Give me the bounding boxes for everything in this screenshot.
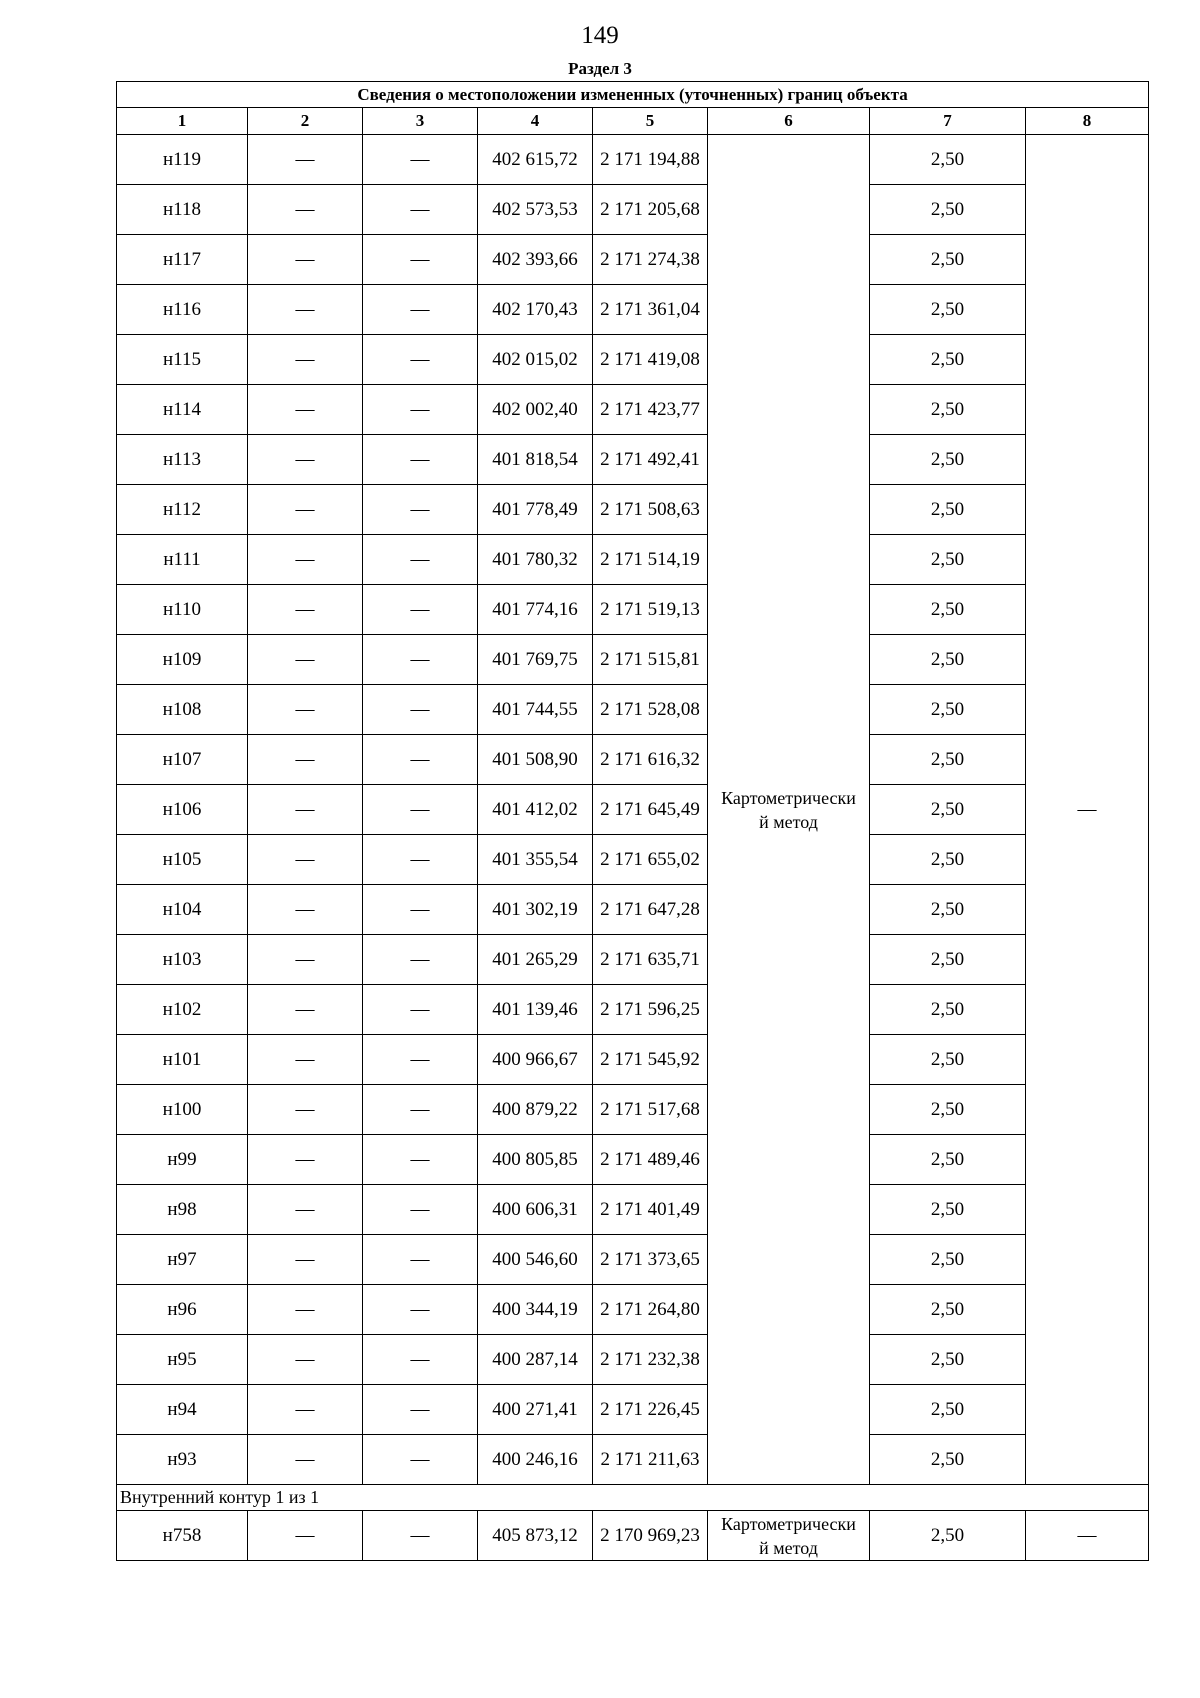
coordinate-cell: 402 170,43 — [478, 285, 593, 335]
dash-cell: — — [363, 1335, 478, 1385]
coordinate-cell: 401 302,19 — [478, 885, 593, 935]
point-name-cell: н99 — [117, 1135, 248, 1185]
accuracy-cell: 2,50 — [870, 285, 1026, 335]
dash-cell: — — [363, 885, 478, 935]
table-row — [117, 135, 1149, 185]
point-name-cell: н93 — [117, 1435, 248, 1485]
coordinate-cell: 2 171 401,49 — [593, 1185, 708, 1235]
column-number: 4 — [478, 108, 593, 135]
accuracy-cell: 2,50 — [870, 335, 1026, 385]
point-name-cell: н110 — [117, 585, 248, 635]
boundary-coordinates-table — [116, 81, 1149, 1561]
accuracy-cell: 2,50 — [870, 1035, 1026, 1085]
dash-cell: — — [248, 235, 363, 285]
coordinate-cell: 2 171 205,68 — [593, 185, 708, 235]
table-row — [117, 1235, 1149, 1285]
column-number: 6 — [708, 108, 870, 135]
point-name-cell: н102 — [117, 985, 248, 1035]
accuracy-cell: 2,50 — [870, 235, 1026, 285]
dash-cell: — — [363, 935, 478, 985]
dash-cell: — — [248, 685, 363, 735]
point-name-cell: н94 — [117, 1385, 248, 1435]
dash-cell: — — [363, 1035, 478, 1085]
table-row — [117, 835, 1149, 885]
coordinate-cell: 401 265,29 — [478, 935, 593, 985]
accuracy-cell: 2,50 — [870, 985, 1026, 1035]
coordinate-cell: 400 879,22 — [478, 1085, 593, 1135]
coordinate-cell: 401 744,55 — [478, 685, 593, 735]
coordinate-cell: 2 171 635,71 — [593, 935, 708, 985]
dash-cell: — — [363, 685, 478, 735]
coordinate-cell: 401 355,54 — [478, 835, 593, 885]
table-row — [117, 685, 1149, 735]
coordinate-cell: 401 139,46 — [478, 985, 593, 1035]
point-name-cell: н109 — [117, 635, 248, 685]
coordinate-cell: 2 171 517,68 — [593, 1085, 708, 1135]
accuracy-cell: 2,50 — [870, 1511, 1026, 1561]
accuracy-cell: 2,50 — [870, 1235, 1026, 1285]
coordinate-cell: 400 606,31 — [478, 1185, 593, 1235]
point-name-cell: н106 — [117, 785, 248, 835]
table-row — [117, 1185, 1149, 1235]
column-number: 8 — [1026, 108, 1149, 135]
inner-contour-row — [117, 1485, 1149, 1511]
table-row — [117, 735, 1149, 785]
coordinate-cell: 2 171 508,63 — [593, 485, 708, 535]
table-row — [117, 235, 1149, 285]
column-number: 7 — [870, 108, 1026, 135]
point-name-cell: н100 — [117, 1085, 248, 1135]
coordinate-cell: 400 546,60 — [478, 1235, 593, 1285]
coordinate-cell: 401 774,16 — [478, 585, 593, 635]
dash-cell: — — [248, 1235, 363, 1285]
dash-cell: — — [363, 335, 478, 385]
coordinate-cell: 401 769,75 — [478, 635, 593, 685]
table-row — [117, 985, 1149, 1035]
coordinate-cell: 402 393,66 — [478, 235, 593, 285]
table-row — [117, 435, 1149, 485]
point-name-cell: н107 — [117, 735, 248, 785]
dash-cell: — — [248, 785, 363, 835]
method-text-line: Картометрически — [721, 1513, 856, 1534]
coordinate-cell: 400 246,16 — [478, 1435, 593, 1485]
column-number: 1 — [117, 108, 248, 135]
dash-cell: — — [363, 835, 478, 885]
table-row — [117, 935, 1149, 985]
accuracy-cell: 2,50 — [870, 535, 1026, 585]
dash-cell: — — [248, 635, 363, 685]
dash-cell: — — [363, 785, 478, 835]
dash-cell: — — [248, 1435, 363, 1485]
dash-cell: — — [363, 1435, 478, 1485]
point-name-cell: н119 — [117, 135, 248, 185]
accuracy-cell: 2,50 — [870, 1435, 1026, 1485]
table-row — [117, 335, 1149, 385]
accuracy-cell: 2,50 — [870, 1085, 1026, 1135]
dash-cell: — — [363, 1235, 478, 1285]
coordinate-cell: 400 966,67 — [478, 1035, 593, 1085]
accuracy-cell: 2,50 — [870, 135, 1026, 185]
dash-cell: — — [248, 1085, 363, 1135]
accuracy-cell: 2,50 — [870, 635, 1026, 685]
dash-cell: — — [363, 1185, 478, 1235]
accuracy-cell: 2,50 — [870, 1385, 1026, 1435]
dash-cell: — — [248, 985, 363, 1035]
dash-cell: — — [248, 1335, 363, 1385]
dash-cell: — — [363, 1511, 478, 1561]
table-row — [117, 1335, 1149, 1385]
dash-cell: — — [248, 435, 363, 485]
point-name-cell: н104 — [117, 885, 248, 935]
accuracy-cell: 2,50 — [870, 785, 1026, 835]
dash-cell: — — [363, 235, 478, 285]
dash-cell: — — [363, 1285, 478, 1335]
column8-merged-cell: — — [1026, 135, 1149, 1485]
dash-cell: — — [363, 585, 478, 635]
method-text-line: й метод — [759, 1537, 818, 1558]
table-row — [117, 1511, 1149, 1561]
accuracy-cell: 2,50 — [870, 585, 1026, 635]
dash-cell: — — [248, 135, 363, 185]
coordinate-cell: 2 170 969,23 — [593, 1511, 708, 1561]
coordinate-cell: 2 171 492,41 — [593, 435, 708, 485]
coordinate-cell: 401 780,32 — [478, 535, 593, 585]
table-row — [117, 1035, 1149, 1085]
table-row — [117, 185, 1149, 235]
point-name-cell: н117 — [117, 235, 248, 285]
accuracy-cell: 2,50 — [870, 935, 1026, 985]
dash-cell: — — [248, 1185, 363, 1235]
method-text-line: Картометрически — [721, 787, 856, 808]
dash-cell: — — [248, 385, 363, 435]
point-name-cell: н113 — [117, 435, 248, 485]
accuracy-cell: 2,50 — [870, 385, 1026, 435]
coordinate-cell: 401 778,49 — [478, 485, 593, 535]
coordinate-cell: 2 171 423,77 — [593, 385, 708, 435]
point-name-cell: н98 — [117, 1185, 248, 1235]
method-text-line: й метод — [759, 811, 818, 832]
inner-contour-label: Внутренний контур 1 из 1 — [117, 1485, 1149, 1511]
point-name-cell: н114 — [117, 385, 248, 435]
table-row — [117, 1085, 1149, 1135]
point-name-cell: н116 — [117, 285, 248, 335]
dash-cell: — — [363, 735, 478, 785]
point-name-cell: н112 — [117, 485, 248, 535]
accuracy-cell: 2,50 — [870, 685, 1026, 735]
section-title: Раздел 3 — [568, 59, 632, 78]
accuracy-cell: 2,50 — [870, 1185, 1026, 1235]
page-number: 149 — [581, 22, 619, 49]
dash-cell: — — [363, 135, 478, 185]
table-row — [117, 535, 1149, 585]
coordinate-cell: 2 171 596,25 — [593, 985, 708, 1035]
table-row — [117, 1435, 1149, 1485]
coordinate-cell: 2 171 211,63 — [593, 1435, 708, 1485]
column-number-row — [117, 108, 1149, 135]
point-name-cell: н101 — [117, 1035, 248, 1085]
dash-cell: — — [363, 485, 478, 535]
method-merged-cell — [708, 135, 870, 1485]
dash-cell: — — [363, 435, 478, 485]
table-row — [117, 885, 1149, 935]
dash-cell: — — [248, 1385, 363, 1435]
dash-cell: — — [248, 535, 363, 585]
accuracy-cell: 2,50 — [870, 885, 1026, 935]
coordinate-cell: 2 171 616,32 — [593, 735, 708, 785]
coordinate-cell: 400 805,85 — [478, 1135, 593, 1185]
point-name-cell: н103 — [117, 935, 248, 985]
coordinate-cell: 401 818,54 — [478, 435, 593, 485]
coordinate-cell: 2 171 545,92 — [593, 1035, 708, 1085]
table-row — [117, 1285, 1149, 1335]
dash-cell: — — [1026, 1511, 1149, 1561]
dash-cell: — — [248, 935, 363, 985]
table-row — [117, 635, 1149, 685]
coordinate-cell: 2 171 264,80 — [593, 1285, 708, 1335]
coordinate-cell: 2 171 361,04 — [593, 285, 708, 335]
coordinate-cell: 405 873,12 — [478, 1511, 593, 1561]
dash-cell: — — [248, 885, 363, 935]
point-name-cell: н118 — [117, 185, 248, 235]
coordinate-cell: 402 615,72 — [478, 135, 593, 185]
accuracy-cell: 2,50 — [870, 835, 1026, 885]
dash-cell: — — [363, 985, 478, 1035]
table-row — [117, 785, 1149, 835]
point-name-cell: н108 — [117, 685, 248, 735]
dash-cell: — — [363, 185, 478, 235]
accuracy-cell: 2,50 — [870, 185, 1026, 235]
column-number: 3 — [363, 108, 478, 135]
table-row — [117, 585, 1149, 635]
dash-cell: — — [363, 535, 478, 585]
coordinate-cell: 2 171 655,02 — [593, 835, 708, 885]
dash-cell: — — [248, 735, 363, 785]
method-cell — [708, 1511, 870, 1561]
coordinate-cell: 402 002,40 — [478, 385, 593, 435]
coordinate-cell: 2 171 515,81 — [593, 635, 708, 685]
point-name-cell: н758 — [117, 1511, 248, 1561]
dash-cell: — — [248, 835, 363, 885]
point-name-cell: н105 — [117, 835, 248, 885]
point-name-cell: н111 — [117, 535, 248, 585]
point-name-cell: н95 — [117, 1335, 248, 1385]
dash-cell: — — [248, 1135, 363, 1185]
coordinate-cell: 400 344,19 — [478, 1285, 593, 1335]
dash-cell: — — [248, 485, 363, 535]
accuracy-cell: 2,50 — [870, 1285, 1026, 1335]
table-caption: Сведения о местоположении измененных (уточненных) границ объекта — [117, 82, 1149, 108]
coordinate-cell: 2 171 645,49 — [593, 785, 708, 835]
coordinate-cell: 2 171 232,38 — [593, 1335, 708, 1385]
coordinate-cell: 401 412,02 — [478, 785, 593, 835]
dash-cell: — — [363, 385, 478, 435]
coordinate-cell: 2 171 647,28 — [593, 885, 708, 935]
accuracy-cell: 2,50 — [870, 435, 1026, 485]
dash-cell: — — [248, 1285, 363, 1335]
coordinate-cell: 2 171 514,19 — [593, 535, 708, 585]
coordinate-cell: 400 287,14 — [478, 1335, 593, 1385]
coordinate-cell: 2 171 528,08 — [593, 685, 708, 735]
coordinate-cell: 402 573,53 — [478, 185, 593, 235]
point-name-cell: н97 — [117, 1235, 248, 1285]
accuracy-cell: 2,50 — [870, 485, 1026, 535]
column-number: 2 — [248, 108, 363, 135]
accuracy-cell: 2,50 — [870, 735, 1026, 785]
coordinate-cell: 400 271,41 — [478, 1385, 593, 1435]
accuracy-cell: 2,50 — [870, 1335, 1026, 1385]
coordinate-cell: 2 171 419,08 — [593, 335, 708, 385]
point-name-cell: н115 — [117, 335, 248, 385]
dash-cell: — — [363, 1085, 478, 1135]
table-row — [117, 1385, 1149, 1435]
dash-cell: — — [363, 1385, 478, 1435]
dash-cell: — — [363, 635, 478, 685]
accuracy-cell: 2,50 — [870, 1135, 1026, 1185]
table-row — [117, 285, 1149, 335]
dash-cell: — — [248, 585, 363, 635]
coordinate-cell: 2 171 274,38 — [593, 235, 708, 285]
coordinate-cell: 401 508,90 — [478, 735, 593, 785]
dash-cell: — — [248, 185, 363, 235]
dash-cell: — — [248, 335, 363, 385]
table-row — [117, 485, 1149, 535]
dash-cell: — — [363, 285, 478, 335]
coordinate-cell: 402 015,02 — [478, 335, 593, 385]
table-row — [117, 1135, 1149, 1185]
coordinate-cell: 2 171 226,45 — [593, 1385, 708, 1435]
coordinate-cell: 2 171 373,65 — [593, 1235, 708, 1285]
dash-cell: — — [248, 1511, 363, 1561]
dash-cell: — — [248, 285, 363, 335]
coordinate-cell: 2 171 519,13 — [593, 585, 708, 635]
dash-cell: — — [248, 1035, 363, 1085]
point-name-cell: н96 — [117, 1285, 248, 1335]
column-number: 5 — [593, 108, 708, 135]
dash-cell: — — [363, 1135, 478, 1185]
coordinate-cell: 2 171 489,46 — [593, 1135, 708, 1185]
coordinate-cell: 2 171 194,88 — [593, 135, 708, 185]
table-row — [117, 385, 1149, 435]
